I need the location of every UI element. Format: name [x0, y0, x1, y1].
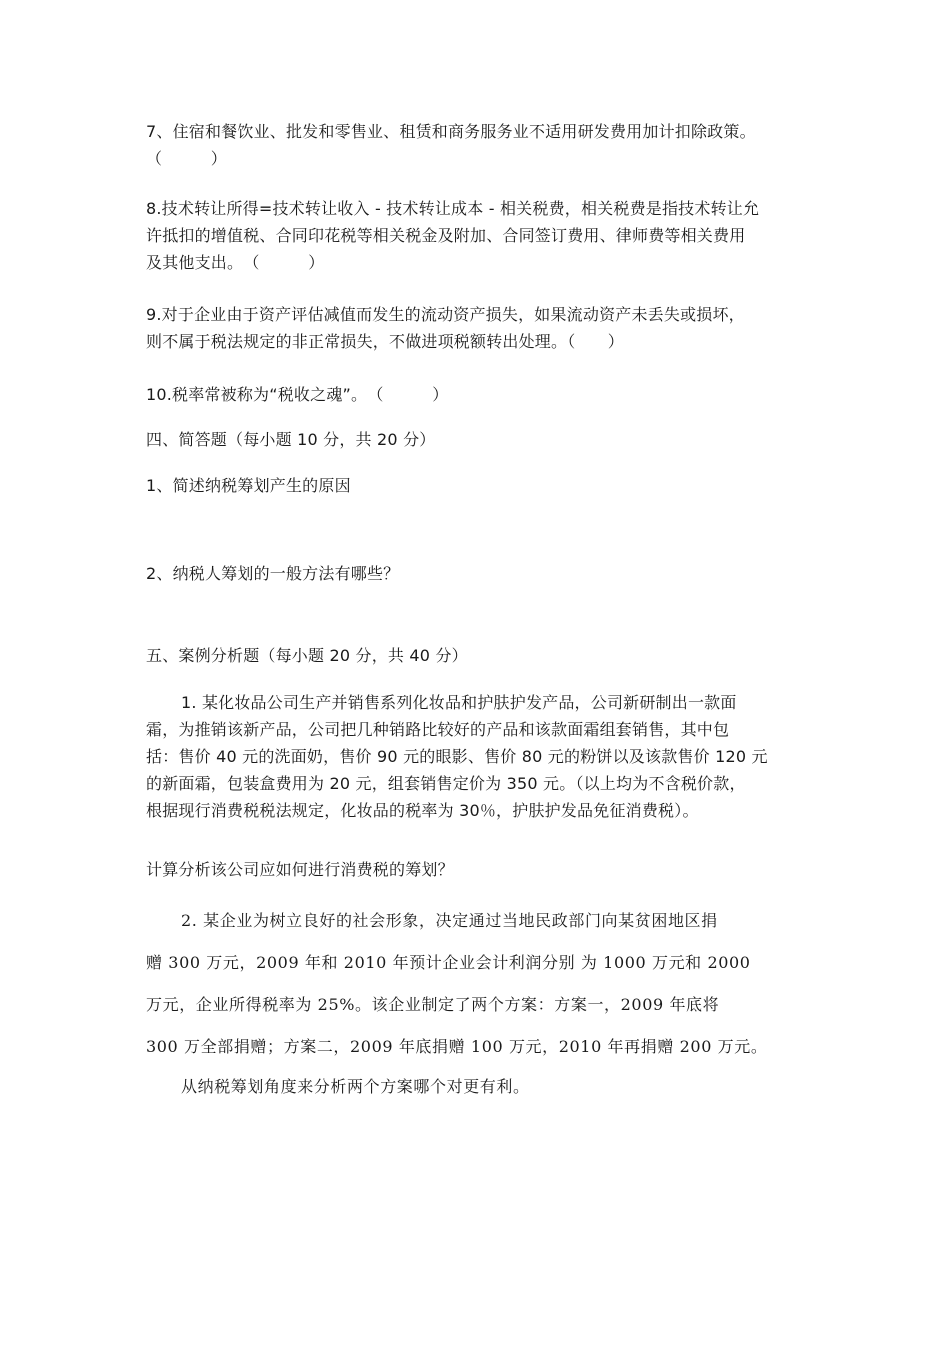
question-8-line: 许抵扣的增值税、合同印花税等相关税金及附加、合同签订费用、律师费等相关费用 — [146, 226, 746, 245]
case-1-line: 括：售价 40 元的洗面奶，售价 90 元的眼影、售价 80 元的粉饼以及该款售价 120 元 — [146, 747, 768, 766]
case-2-line: 2. 某企业为树立良好的社会形象，决定通过当地民政部门向某贫困地区捐 — [181, 911, 718, 930]
section-4-heading: 四、简答题（每小题 10 分，共 20 分） — [146, 430, 436, 449]
case-1-line: 的新面霜，包装盒费用为 20 元，组套销售定价为 350 元。（以上均为不含税价款， — [146, 774, 746, 793]
short-answer-question-1: 1、简述纳税筹划产生的原因 — [146, 476, 351, 495]
case-1 — [146, 689, 818, 824]
short-answer-question-2: 2、纳税人筹划的一般方法有哪些？ — [146, 564, 400, 583]
case-1-line: 霜，为推销该新产品，公司把几种销路比较好的产品和该款面霜组套销售，其中包 — [146, 720, 730, 739]
case-2-line: 300 万全部捐赠；方案二，2009 年底捐赠 100 万元，2010 年再捐赠 200 万元。 — [146, 1037, 768, 1056]
question-8 — [146, 195, 818, 276]
case-2-line: 赠 300 万元，2009 年和 2010 年预计企业会计利润分别 为 1000 万元和 2000 — [146, 953, 751, 972]
question-8-line: 及其他支出。 （ ） — [146, 253, 325, 272]
case-1-question: 计算分析该公司应如何进行消费税的筹划？ — [146, 860, 454, 879]
question-10-text: 10.税率常被称为“税收之魂”。 （ ） — [146, 385, 449, 404]
question-9 — [146, 301, 818, 355]
question-8-line: 8.技术转让所得=技术转让收入 - 技术转让成本 - 相关税费，相关税费是指技术转让允 — [146, 199, 760, 218]
case-2-line: 万元，企业所得税率为 25%。该企业制定了两个方案：方案一，2009 年底将 — [146, 995, 720, 1014]
question-9-line: 9.对于企业由于资产评估减值而发生的流动资产损失，如果流动资产未丢失或损坏， — [146, 305, 745, 324]
section-5-heading: 五、案例分析题（每小题 20 分，共 40 分） — [146, 646, 468, 665]
question-7 — [146, 118, 818, 172]
case-1-line: 1. 某化妆品公司生产并销售系列化妆品和护肤护发产品，公司新研制出一款面 — [181, 693, 737, 712]
question-10 — [146, 381, 818, 408]
question-9-line: 则不属于税法规定的非正常损失，不做进项税额转出处理。（ ） — [146, 332, 625, 351]
question-7-answer-blank: （ ） — [146, 149, 228, 168]
case-2-question: 从纳税筹划角度来分析两个方案哪个对更有利。 — [181, 1077, 530, 1096]
case-1-line: 根据现行消费税税法规定，化妆品的税率为 30％，护肤护发品免征消费税）。 — [146, 801, 699, 820]
case-2 — [146, 900, 818, 1106]
question-7-text: 7、住宿和餐饮业、批发和零售业、租赁和商务服务业不适用研发费用加计扣除政策。 — [146, 122, 756, 141]
